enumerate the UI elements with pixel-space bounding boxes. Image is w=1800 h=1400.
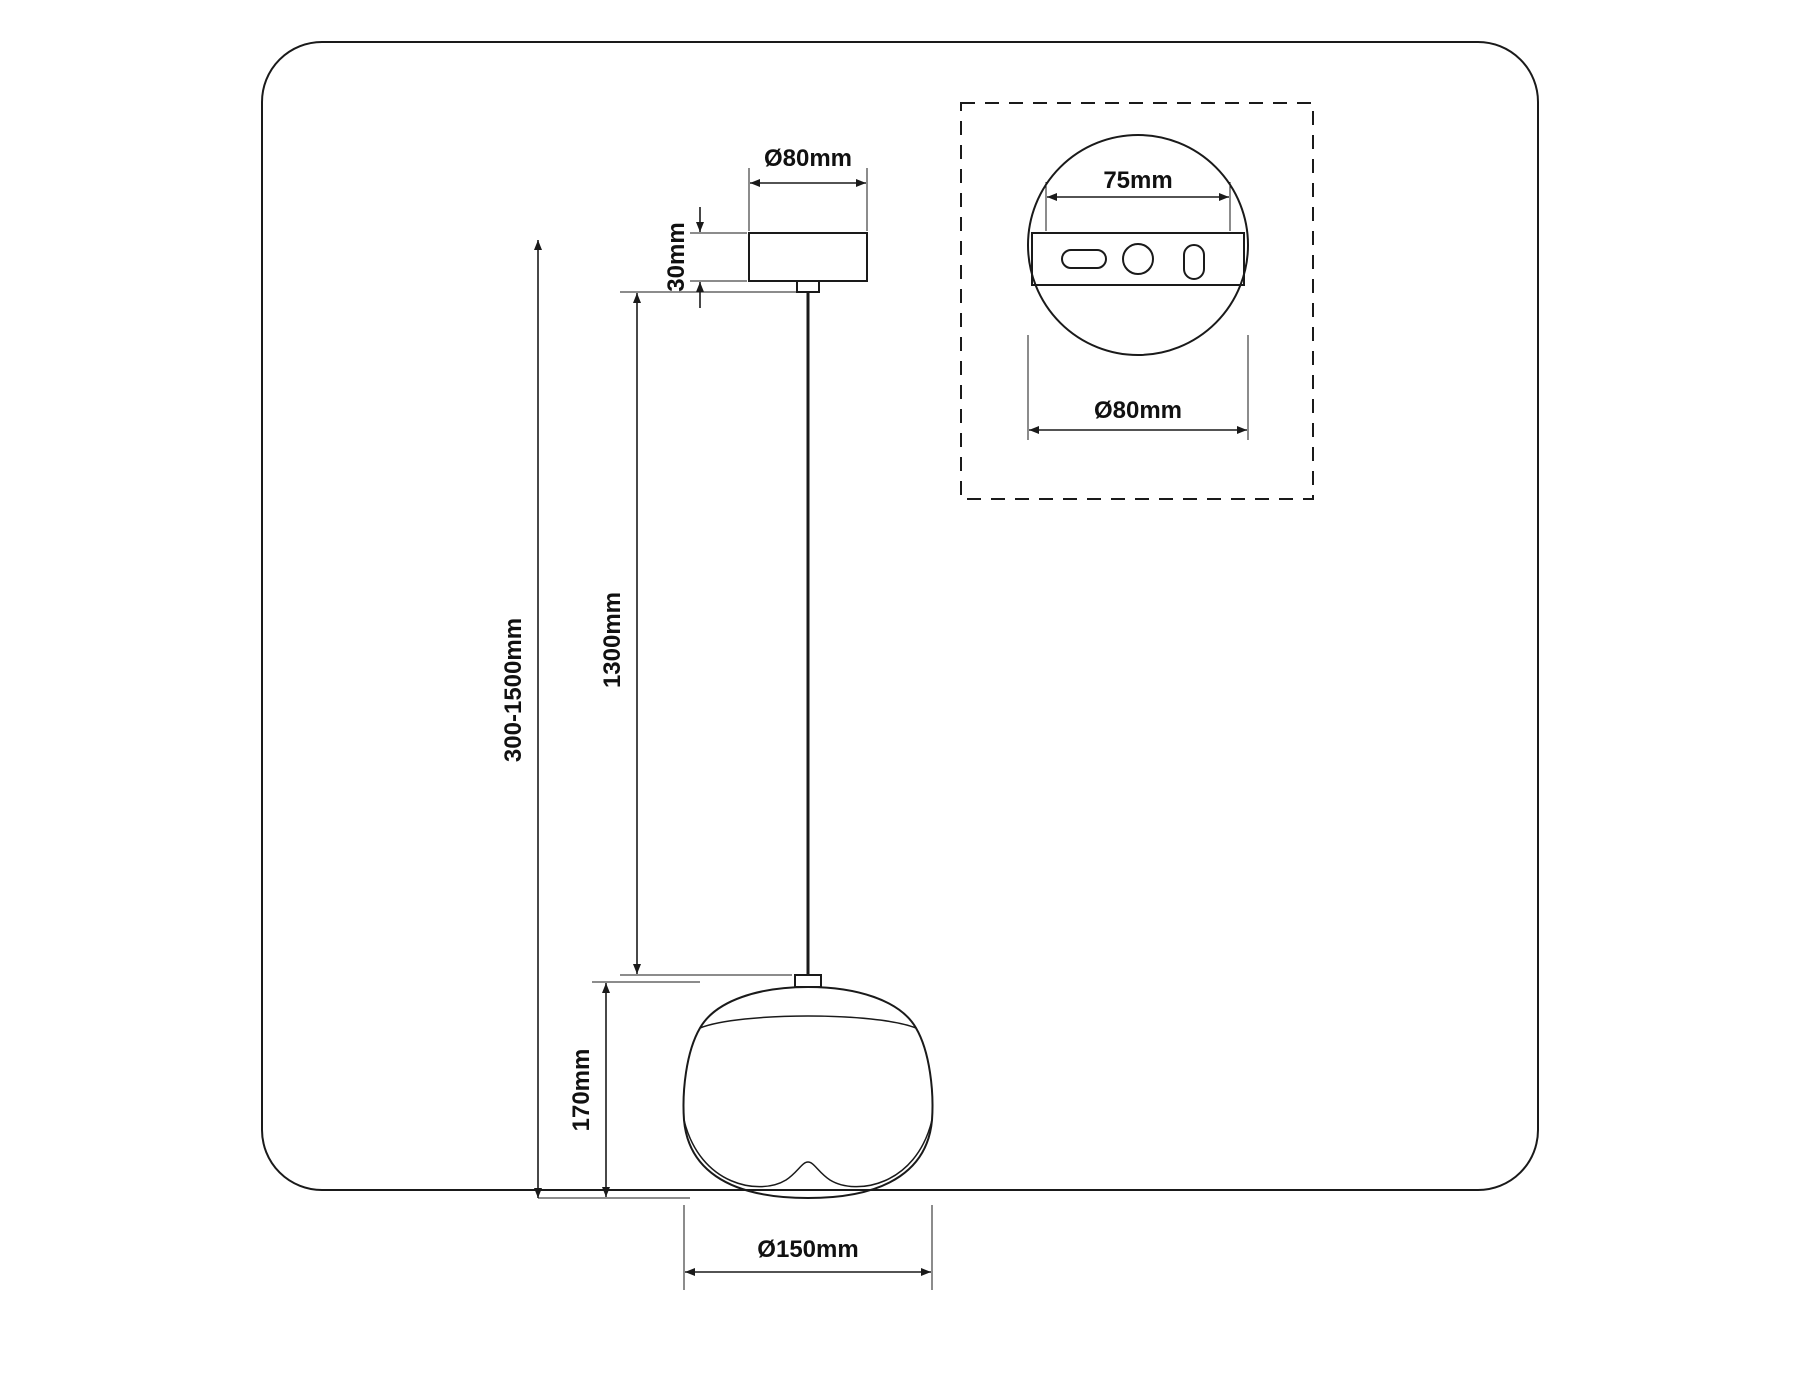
- ceiling-plate-detail-view: [961, 103, 1313, 499]
- mounting-slot-left: [1062, 250, 1106, 268]
- mounting-slot-right: [1184, 245, 1204, 279]
- dim-label-shade-height: 170mm: [568, 1048, 595, 1132]
- dim-label-plate-width: 75mm: [1103, 167, 1173, 194]
- mounting-bar: [1032, 233, 1244, 285]
- canopy-neck: [797, 281, 819, 292]
- dim-label-canopy-diameter: Ø80mm: [763, 145, 853, 172]
- shade-outline: [684, 987, 933, 1198]
- shade-bottom-dimple: [684, 1120, 932, 1187]
- canopy-body: [749, 233, 867, 281]
- cord-grip: [795, 975, 821, 987]
- detail-frame: [961, 103, 1313, 499]
- dim-label-shade-diameter: Ø150mm: [757, 1236, 859, 1263]
- dim-label-total-drop: 300-1500mm: [500, 617, 527, 763]
- sheet-border: [262, 42, 1538, 1190]
- center-cable-hole: [1123, 244, 1153, 274]
- dim-label-cord-length: 1300mm: [599, 591, 626, 689]
- dim-label-canopy-height: 30mm: [663, 222, 690, 292]
- front-elevation-view: [500, 145, 932, 1290]
- dim-label-plate-diameter: Ø80mm: [1093, 397, 1183, 424]
- shade-top-seam: [700, 1016, 916, 1028]
